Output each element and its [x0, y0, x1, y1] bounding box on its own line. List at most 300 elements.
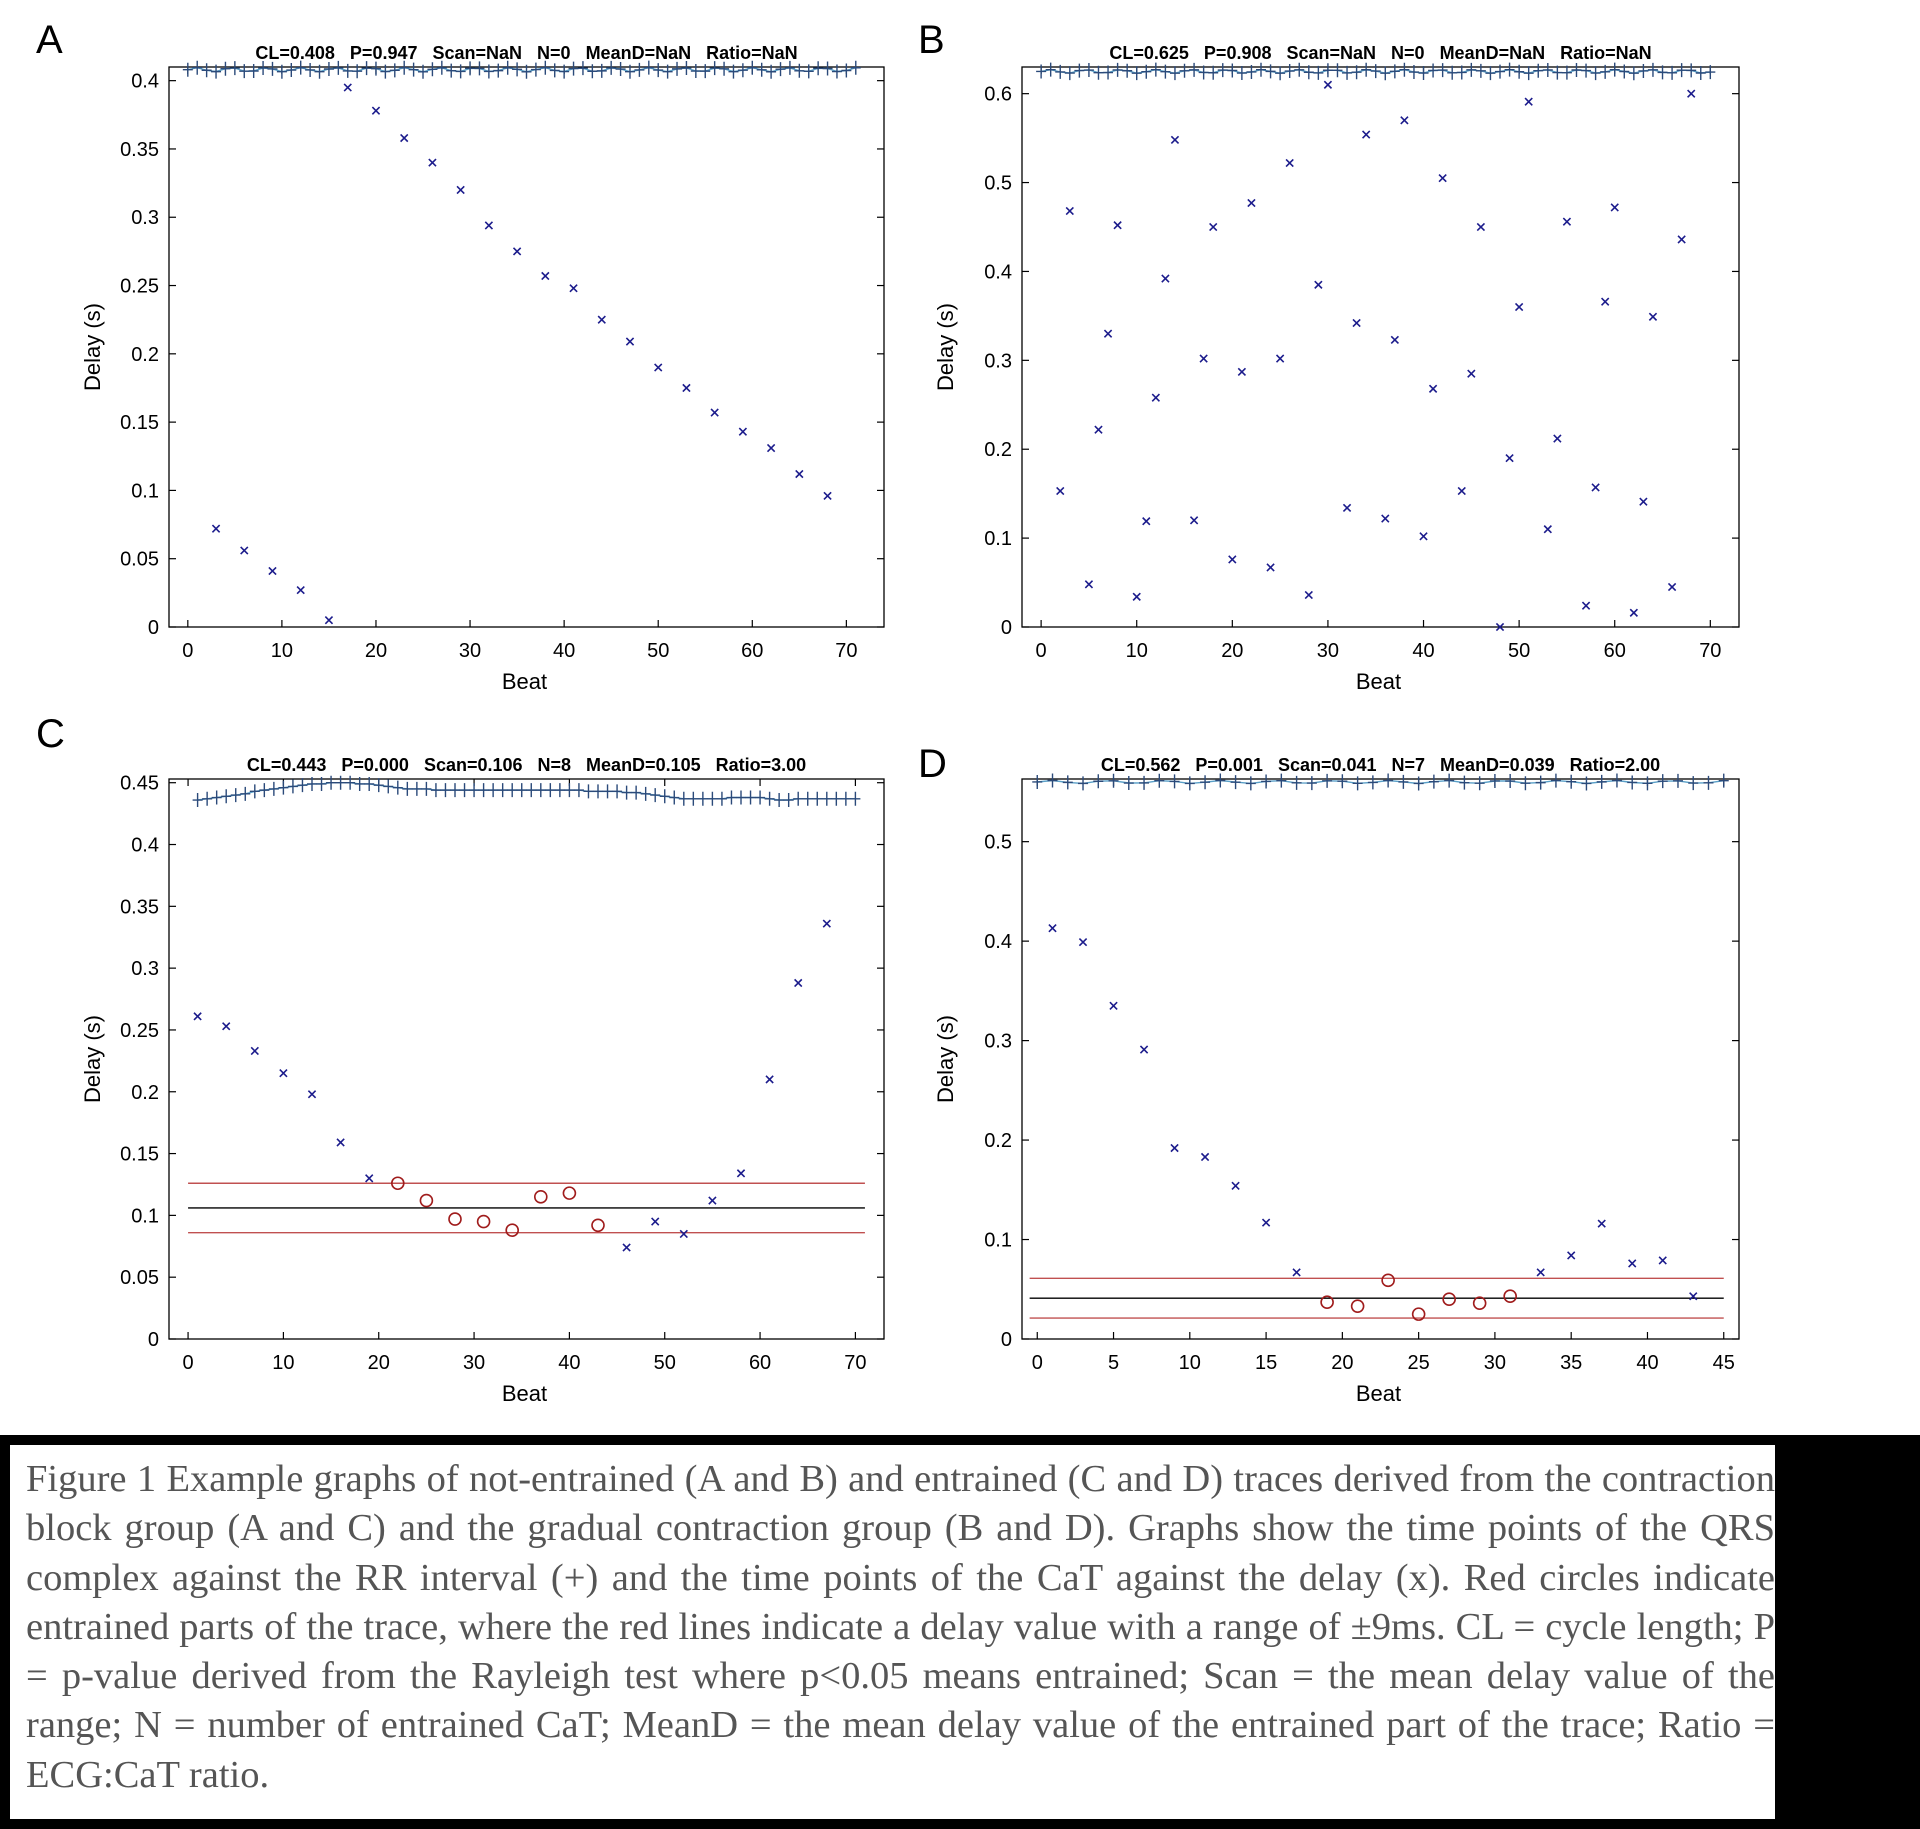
rr-marker [545, 783, 555, 797]
rr-marker [1398, 775, 1408, 789]
cat-delay-marker [366, 1175, 373, 1182]
rr-marker [1208, 66, 1218, 80]
rr-marker [498, 783, 508, 797]
cat-delay-marker [241, 547, 248, 554]
rr-marker [1109, 774, 1119, 788]
rr-marker [1074, 64, 1084, 78]
rr-marker [803, 792, 813, 806]
rr-marker [1032, 775, 1042, 789]
y-tick-label: 0.4 [984, 261, 1012, 284]
cat-delay-marker [1630, 609, 1637, 616]
cat-delay-marker [1229, 556, 1236, 563]
rr-marker [1048, 774, 1058, 788]
rr-marker [1124, 776, 1134, 790]
cat-delay-marker [1085, 581, 1092, 588]
rr-marker [616, 62, 626, 76]
rr-marker [1383, 774, 1393, 788]
rr-marker [1323, 63, 1333, 77]
panel-letter-d: D [918, 742, 947, 786]
rr-marker [710, 61, 720, 75]
rr-marker [1065, 66, 1075, 80]
rr-marker [755, 791, 765, 805]
entrained-circle [1352, 1300, 1364, 1312]
rr-marker [1380, 66, 1390, 80]
cat-delay-marker [269, 567, 276, 574]
rr-marker [1151, 63, 1161, 77]
cat-delay-marker [766, 1076, 773, 1083]
cat-delay-marker [1516, 303, 1523, 310]
cat-delay-marker [1678, 236, 1685, 243]
rr-marker [794, 64, 804, 78]
rr-marker [1170, 66, 1180, 80]
rr-marker [446, 64, 456, 78]
y-tick-label: 0.1 [131, 1205, 159, 1228]
rr-marker [352, 64, 362, 78]
rr-marker [1139, 776, 1149, 790]
rr-marker [550, 63, 560, 77]
cat-delay-marker [1079, 939, 1086, 946]
rr-marker [183, 63, 193, 77]
cat-delay-marker [280, 1070, 287, 1077]
cat-delay-marker [1659, 1257, 1666, 1264]
rr-marker [569, 62, 579, 76]
rr-marker [1093, 66, 1103, 80]
rr-marker [738, 63, 748, 77]
cat-delay-marker [1049, 925, 1056, 932]
cat-delay-marker [1293, 1269, 1300, 1276]
x-tick-label: 60 [741, 640, 764, 662]
cat-delay-marker [1688, 90, 1695, 97]
rr-marker [1552, 66, 1562, 80]
entrained-circle [592, 1219, 604, 1231]
cat-delay-marker [680, 1230, 687, 1237]
x-tick-label: 40 [553, 640, 576, 662]
cat-delay-marker [1277, 355, 1284, 362]
panel-letter-c: C [36, 712, 65, 756]
y-tick-label: 0.2 [131, 343, 159, 366]
x-tick-label: 0 [182, 640, 194, 662]
rr-marker [278, 781, 288, 795]
x-tick-label: 5 [1107, 1352, 1120, 1374]
y-tick-label: 0 [1000, 617, 1012, 639]
x-tick-label: 20 [1221, 640, 1244, 662]
rr-marker [672, 62, 682, 76]
rr-marker [1428, 63, 1438, 77]
y-tick-label: 0.1 [984, 1229, 1012, 1252]
rr-marker [507, 783, 517, 797]
cat-delay-marker [1537, 1269, 1544, 1276]
rr-marker [555, 783, 565, 797]
rr-marker [259, 783, 269, 797]
rr-marker [1419, 66, 1429, 80]
cat-delay-marker [709, 1197, 716, 1204]
rr-marker [258, 61, 268, 75]
rr-marker [1113, 63, 1123, 77]
chart-title: CL=0.562 P=0.001 Scan=0.041 N=7 MeanD=0.039 Ratio=2.00 [1100, 755, 1661, 775]
rr-marker [531, 63, 541, 77]
rr-marker [421, 782, 431, 796]
rr-marker [1719, 774, 1729, 788]
rr-marker [1648, 63, 1658, 77]
rr-marker [1612, 774, 1622, 788]
rr-marker [1227, 64, 1237, 78]
cat-delay-marker [652, 1218, 659, 1225]
rr-marker [1485, 66, 1495, 80]
rr-marker [1313, 66, 1323, 80]
rr-marker [469, 783, 479, 797]
x-tick-label: 40 [1412, 640, 1435, 662]
cat-delay-marker [1363, 131, 1370, 138]
rr-marker [431, 783, 441, 797]
rr-marker [1276, 774, 1286, 788]
rr-marker [1275, 66, 1285, 80]
y-axis-label: Delay (s) [933, 1014, 958, 1104]
rr-marker [1361, 63, 1371, 77]
rr-marker [812, 792, 822, 806]
cat-delay-marker [1171, 1144, 1178, 1151]
cat-delay-marker [1420, 533, 1427, 540]
rr-marker [1476, 64, 1486, 78]
cat-delay-marker [1305, 591, 1312, 598]
axes-box [169, 67, 884, 627]
cat-delay-marker [737, 1170, 744, 1177]
panel-c [80, 755, 884, 1406]
x-tick-label: 70 [1699, 640, 1722, 662]
cat-delay-marker [1110, 1002, 1117, 1009]
panel-d [933, 755, 1739, 1406]
cat-delay-marker [598, 316, 605, 323]
rr-marker [1591, 66, 1601, 80]
cat-delay-marker [1668, 583, 1675, 590]
cat-delay-marker [1592, 484, 1599, 491]
rr-marker [1551, 774, 1561, 788]
cat-delay-marker [1611, 204, 1618, 211]
rr-marker [286, 63, 296, 77]
cat-delay-marker [1267, 564, 1274, 571]
rr-marker [1132, 66, 1142, 80]
cat-delay-marker [513, 248, 520, 255]
cat-delay-marker [1429, 385, 1436, 392]
cat-delay-marker [1401, 117, 1408, 124]
rr-marker [1533, 64, 1543, 78]
rr-marker [1342, 66, 1352, 80]
rr-marker [1337, 774, 1347, 788]
rr-marker [479, 783, 489, 797]
cat-delay-marker [1324, 81, 1331, 88]
cat-delay-marker [1104, 330, 1111, 337]
rr-marker [202, 792, 212, 806]
cat-delay-marker [1066, 207, 1073, 214]
x-tick-label: 0 [1031, 1352, 1043, 1374]
rr-marker [593, 784, 603, 798]
rr-marker [305, 63, 315, 77]
rr-marker [450, 783, 460, 797]
x-tick-label: 30 [1483, 1352, 1507, 1374]
cat-delay-marker [739, 428, 746, 435]
x-tick-label: 40 [558, 1352, 581, 1374]
x-tick-label: 0 [182, 1352, 194, 1374]
x-tick-label: 25 [1407, 1352, 1430, 1374]
x-tick-label: 60 [1603, 640, 1626, 662]
cat-delay-marker [1640, 498, 1647, 505]
rr-marker [669, 791, 679, 805]
cat-delay-marker [1171, 136, 1178, 143]
rr-marker [1597, 775, 1607, 789]
cat-delay-marker [1649, 313, 1656, 320]
figure-caption: Figure 1 Example graphs of not-entrained (A and B) and entrained (C and D) traces derived from the contraction block group (A and C) and the gradual contraction group (B and D). Graphs show the time points of the QRS complex against the RR interval (+) and the time points of the CaT against the delay (x). Red circles indicate entrained parts of the trace, where the red lines indicate a delay value with a range of ±9ms. CL = cycle length; P = p-value derived from the Rayleigh test where p<0.05 means entrained; Scan = the mean delay value of the range; N = number of entrained CaT; MeanD = the mean delay value of the entrained part of the trace; Ratio = ECG:CaT ratio. [10, 1445, 1775, 1819]
rr-marker [1536, 776, 1546, 790]
rr-marker [1170, 774, 1180, 788]
axes-box [169, 779, 884, 1339]
rr-marker [343, 64, 353, 78]
x-tick-label: 20 [1331, 1352, 1354, 1374]
rr-marker [240, 787, 250, 801]
rr-marker [1063, 775, 1073, 789]
rr-marker [719, 62, 729, 76]
cat-delay-marker [1563, 218, 1570, 225]
x-tick-label: 10 [270, 640, 294, 662]
cat-delay-marker [1262, 1219, 1269, 1226]
rr-marker [1231, 775, 1241, 789]
y-tick-label: 0 [1000, 1329, 1012, 1351]
cat-delay-marker [1248, 199, 1255, 206]
rr-marker [564, 783, 574, 797]
cat-delay-marker [485, 222, 492, 229]
rr-marker [1688, 776, 1698, 790]
cat-delay-marker [796, 470, 803, 477]
rr-marker [220, 62, 230, 76]
rr-marker [813, 61, 823, 75]
rr-marker [249, 64, 259, 78]
rr-marker [612, 784, 622, 798]
cat-delay-marker [223, 1023, 230, 1030]
rr-marker [460, 783, 470, 797]
cat-delay-marker [711, 409, 718, 416]
rr-marker [726, 791, 736, 805]
rr-marker [390, 63, 400, 77]
rr-marker [488, 783, 498, 797]
rr-marker [850, 792, 860, 806]
cat-delay-marker [429, 159, 436, 166]
cat-delay-marker [824, 492, 831, 499]
rr-marker [297, 778, 307, 792]
rr-marker [1581, 64, 1591, 78]
rr-marker [402, 782, 412, 796]
cat-delay-marker [1343, 504, 1350, 511]
x-axis-label: Beat [501, 1381, 548, 1406]
cat-delay-marker [1554, 435, 1561, 442]
x-tick-label: 70 [835, 640, 858, 662]
cat-delay-marker [1525, 98, 1532, 105]
x-tick-label: 30 [1316, 640, 1340, 662]
rr-marker [269, 782, 279, 796]
rr-marker [1566, 775, 1576, 789]
rr-marker [1218, 63, 1228, 77]
cat-delay-marker [823, 920, 830, 927]
rr-marker [212, 791, 222, 805]
chart-title: CL=0.408 P=0.947 Scan=NaN N=0 MeanD=NaN Ratio=NaN [255, 43, 798, 63]
rr-marker [221, 789, 231, 803]
cat-delay-marker [1114, 222, 1121, 229]
y-tick-label: 0.5 [984, 831, 1012, 854]
y-tick-label: 0.1 [131, 480, 159, 503]
chart-title: CL=0.625 P=0.908 Scan=NaN N=0 MeanD=NaN Ratio=NaN [1109, 43, 1652, 63]
rr-marker [641, 787, 651, 801]
cat-delay-marker [623, 1244, 630, 1251]
y-tick-label: 0 [147, 617, 159, 639]
rr-marker [250, 784, 260, 798]
panel-a [80, 43, 884, 694]
rr-marker [1399, 63, 1409, 77]
cat-delay-marker [1152, 394, 1159, 401]
rr-marker [822, 792, 832, 806]
rr-marker [774, 793, 784, 807]
entrained-circle [1443, 1293, 1455, 1305]
rr-marker [193, 793, 203, 807]
y-tick-label: 0.05 [120, 548, 159, 571]
rr-marker [427, 62, 437, 76]
x-axis-label: Beat [501, 669, 548, 694]
rr-marker [1475, 776, 1485, 790]
cat-delay-marker [401, 134, 408, 141]
rr-marker [765, 792, 775, 806]
x-tick-label: 45 [1712, 1352, 1735, 1374]
rr-marker [1200, 775, 1210, 789]
x-tick-label: 20 [367, 1352, 390, 1374]
rr-marker [1627, 775, 1637, 789]
cat-delay-marker [1568, 1252, 1575, 1259]
cat-delay-marker [1598, 1220, 1605, 1227]
rr-marker [345, 776, 355, 790]
y-tick-label: 0.15 [120, 412, 159, 435]
x-tick-label: 50 [653, 1352, 676, 1374]
entrained-circle [420, 1195, 432, 1207]
cat-delay-marker [457, 186, 464, 193]
rr-marker [1307, 776, 1317, 790]
rr-marker [1686, 63, 1696, 77]
entrained-circle [1474, 1297, 1486, 1309]
rr-marker [1505, 63, 1515, 77]
cat-delay-marker [626, 338, 633, 345]
rr-marker [1084, 63, 1094, 77]
rr-marker [1459, 776, 1469, 790]
rr-marker [793, 792, 803, 806]
rr-marker [1122, 64, 1132, 78]
rr-marker [333, 61, 343, 75]
rr-marker [1256, 63, 1266, 77]
y-tick-label: 0.15 [120, 1143, 159, 1166]
cat-delay-marker [1210, 223, 1217, 230]
y-tick-label: 0.45 [120, 772, 159, 795]
cat-delay-marker [1544, 526, 1551, 533]
x-tick-label: 40 [1636, 1352, 1659, 1374]
cat-delay-marker [542, 272, 549, 279]
rr-marker [1189, 63, 1199, 77]
y-tick-label: 0.4 [131, 70, 159, 93]
rr-marker [707, 792, 717, 806]
rr-marker [374, 778, 384, 792]
cat-delay-marker [1602, 298, 1609, 305]
y-tick-label: 0.3 [984, 350, 1012, 373]
rr-marker [851, 61, 861, 75]
rr-marker [1667, 66, 1677, 80]
cat-delay-marker [337, 1139, 344, 1146]
x-tick-label: 60 [748, 1352, 772, 1374]
rr-marker [1261, 774, 1271, 788]
cat-delay-marker [1629, 1260, 1636, 1267]
y-tick-label: 0.3 [131, 207, 159, 230]
x-tick-label: 10 [1178, 1352, 1201, 1374]
rr-marker [440, 783, 450, 797]
rr-marker [634, 63, 644, 77]
rr-marker [679, 792, 689, 806]
rr-marker [698, 792, 708, 806]
rr-marker [700, 64, 710, 78]
entrained-circle [535, 1191, 547, 1203]
cat-delay-marker [1143, 518, 1150, 525]
y-tick-label: 0.3 [131, 958, 159, 981]
y-tick-label: 0.2 [131, 1081, 159, 1104]
cat-delay-marker [1391, 336, 1398, 343]
rr-marker [465, 61, 475, 75]
entrained-circle [506, 1224, 518, 1236]
y-tick-label: 0.25 [120, 1019, 159, 1042]
cat-delay-marker [1200, 355, 1207, 362]
rr-marker [784, 793, 794, 807]
rr-marker [597, 64, 607, 78]
cat-delay-marker [212, 525, 219, 532]
rr-marker [536, 783, 546, 797]
rr-marker [512, 62, 522, 76]
x-tick-label: 30 [462, 1352, 486, 1374]
rr-marker [1677, 63, 1687, 77]
x-tick-label: 70 [844, 1352, 867, 1374]
rr-marker [493, 64, 503, 78]
y-tick-label: 0.5 [984, 172, 1012, 195]
rr-marker [574, 783, 584, 797]
entrained-circle [449, 1213, 461, 1225]
rr-marker [606, 61, 616, 75]
entrained-circle [1382, 1274, 1394, 1286]
y-axis-label: Delay (s) [933, 302, 958, 392]
cat-delay-marker [1238, 368, 1245, 375]
y-tick-label: 0.4 [131, 834, 159, 857]
rr-marker [757, 63, 767, 77]
rr-marker [202, 63, 212, 77]
axes-box [1022, 67, 1739, 627]
rr-marker [1543, 63, 1553, 77]
rr-marker [1438, 63, 1448, 77]
rr-marker [474, 61, 484, 75]
rr-marker [1466, 63, 1476, 77]
x-tick-label: 10 [1125, 640, 1148, 662]
cat-delay-marker [1382, 515, 1389, 522]
cat-delay-marker [1190, 517, 1197, 524]
y-tick-label: 0.2 [984, 1130, 1012, 1153]
rr-marker [336, 776, 346, 790]
rr-marker [1215, 773, 1225, 787]
rr-marker [717, 792, 727, 806]
chart-title: CL=0.443 P=0.000 Scan=0.106 N=8 MeanD=0.105 Ratio=3.00 [246, 755, 807, 775]
y-tick-label: 0.35 [120, 896, 159, 919]
rr-marker [1294, 63, 1304, 77]
cat-delay-marker [768, 444, 775, 451]
entrained-circle [563, 1187, 575, 1199]
rr-marker [1237, 66, 1247, 80]
cat-delay-marker [344, 84, 351, 91]
rr-marker [1093, 774, 1103, 788]
rr-marker [371, 62, 381, 76]
